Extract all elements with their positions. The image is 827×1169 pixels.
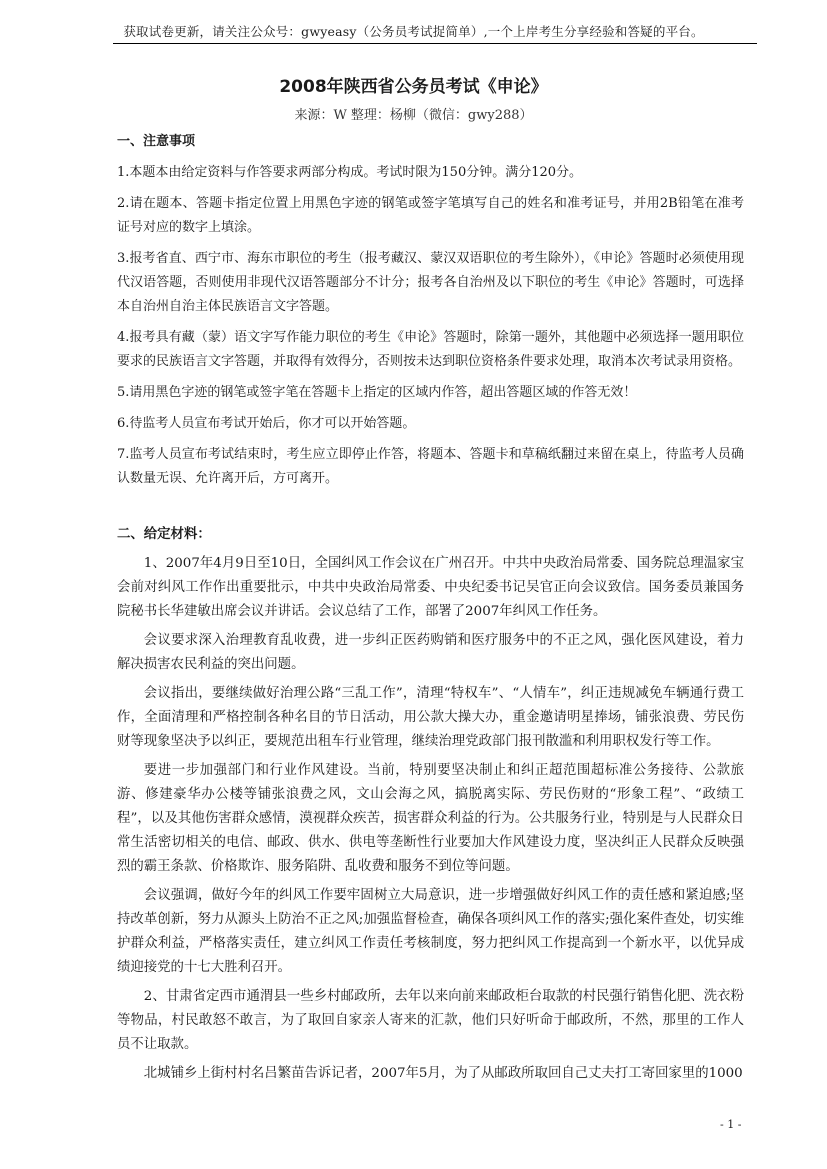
note-item: 4.报考具有藏（蒙）语文字写作能力职位的考生《申论》答题时，除第一题外，其他题中必须选择一题用职位要求的民族语言文字答题，并取得有效得分，否则按未达到职位资格条件要求处理，取消本次考试录用资格。 [117,330,744,369]
note-item: 5.请用黑色字迹的钢笔或签字笔在答题卡上指定的区域内作答，超出答题区域的作答无效！ [117,385,637,400]
material-paragraph: 北城铺乡上街村村名吕繁苗告诉记者，2007年5月，为了从邮政所取回自己丈夫打工寄回家里的1000 [143,1066,743,1081]
note-item: 1.本题本由给定资料与作答要求两部分构成。考试时限为150分钟。满分120分。 [117,165,583,180]
notes-section [117,130,744,491]
header-divider [113,43,757,44]
note-item: 2.请在题本、答题卡指定位置上用黑色字迹的钢笔或签字笔填写自己的姓名和准考证号，并用2B铅笔在准考证号对应的数字上填涂。 [117,196,744,235]
material-paragraph: 会议强调，做好今年的纠风工作要牢固树立大局意识，进一步增强做好纠风工作的责任感和紧迫感;坚持改革创新，努力从源头上防治不正之风;加强监督检查，确保各项纠风工作的落实;强化案件查处，切实维护群众利益，严格落实责任，建立纠风工作责任考核制度，努力把纠风工作提高到一个新水平，以优异成绩迎接党的十七大胜利召开。 [117,888,744,975]
document-title: 2008年陕西省公务员考试《申论》 [279,77,548,97]
notes-heading: 一、注意事项 [117,134,196,149]
note-item: 3.报考省直、西宁市、海东市职位的考生（报考藏汉、蒙汉双语职位的考生除外），《申论》答题时必须使用现代汉语答题，否则使用非现代汉语答题部分不计分；报考各自治州及以下职位的考生《申论》答题时，可选择本自治州自治主体民族语言文字答题。 [117,251,744,314]
material-paragraph: 会议要求深入治理教育乱收费，进一步纠正医药购销和医疗服务中的不正之风，强化医风建设，着力解决损害农民利益的突出问题。 [117,633,744,672]
page-number: - 1 - [720,1118,742,1131]
material-paragraph: 要进一步加强部门和行业作风建设。当前，特别要坚决制止和纠正超范围超标准公务接待、公款旅游、修建豪华办公楼等铺张浪费之风，文山会海之风，搞脱离实际、劳民伤财的“形象工程”、“政绩工程”，以及其他伤害群众感情，漠视群众疾苦，损害群众利益的行为。公共服务行业，特别是与人民群众日常生活密切相关的电信、邮政、供水、供电等垄断性行业要加大作风建设力度，坚决纠正人民群众反映强烈的霸王条款、价格欺诈、服务陷阱、乱收费和服务不到位等问题。 [117,763,744,874]
document-source: 来源：W 整理：杨柳（微信：gwy288） [294,108,533,123]
note-item: 6.待监考人员宣布考试开始后，你才可以开始答题。 [117,416,416,431]
page-header: 获取试卷更新，请关注公众号：gwyeasy（公务员考试捉简单）,一个上岸考生分享经验和答疑的平台。 [123,24,704,39]
note-item: 7.监考人员宣布考试结束时，考生应立即停止作答，将题本、答题卡和草稿纸翻过来留在桌上，待监考人员确认数量无误、允许离开后，方可离开。 [117,447,744,486]
material-paragraph: 2、甘肃省定西市通渭县一些乡村邮政所，去年以来向前来邮政柜台取款的村民强行销售化肥、洗衣粉等物品，村民敢怒不敢言，为了取回自家亲人寄来的汇款，他们只好听命于邮政所，不然，那里的工作人员不让取款。 [117,989,744,1052]
material-paragraph: 会议指出，要继续做好治理公路“三乱工作”，清理“特权车”、“人情车”，纠正违规减免车辆通行费工作，全面清理和严格控制各种名目的节日活动，用公款大操大办，重金邀请明星捧场，铺张浪费、劳民伤财等现象坚决予以纠正，要规范出租车行业管理，继续治理党政部门报刊散滥和利用职权发行等工作。 [117,686,744,749]
materials-heading: 二、给定材料： [117,527,211,542]
materials-section [117,523,744,1086]
document-body [117,130,744,1091]
material-paragraph: 1、2007年4月9日至10日，全国纠风工作会议在广州召开。中共中央政治局常委、国务院总理温家宝会前对纠风工作作出重要批示，中共中央政治局常委、中央纪委书记吴官正向会议致信。国务委员兼国务院秘书长华建敏出席会议并讲话。会议总结了工作，部署了2007年纠风工作任务。 [117,556,744,619]
